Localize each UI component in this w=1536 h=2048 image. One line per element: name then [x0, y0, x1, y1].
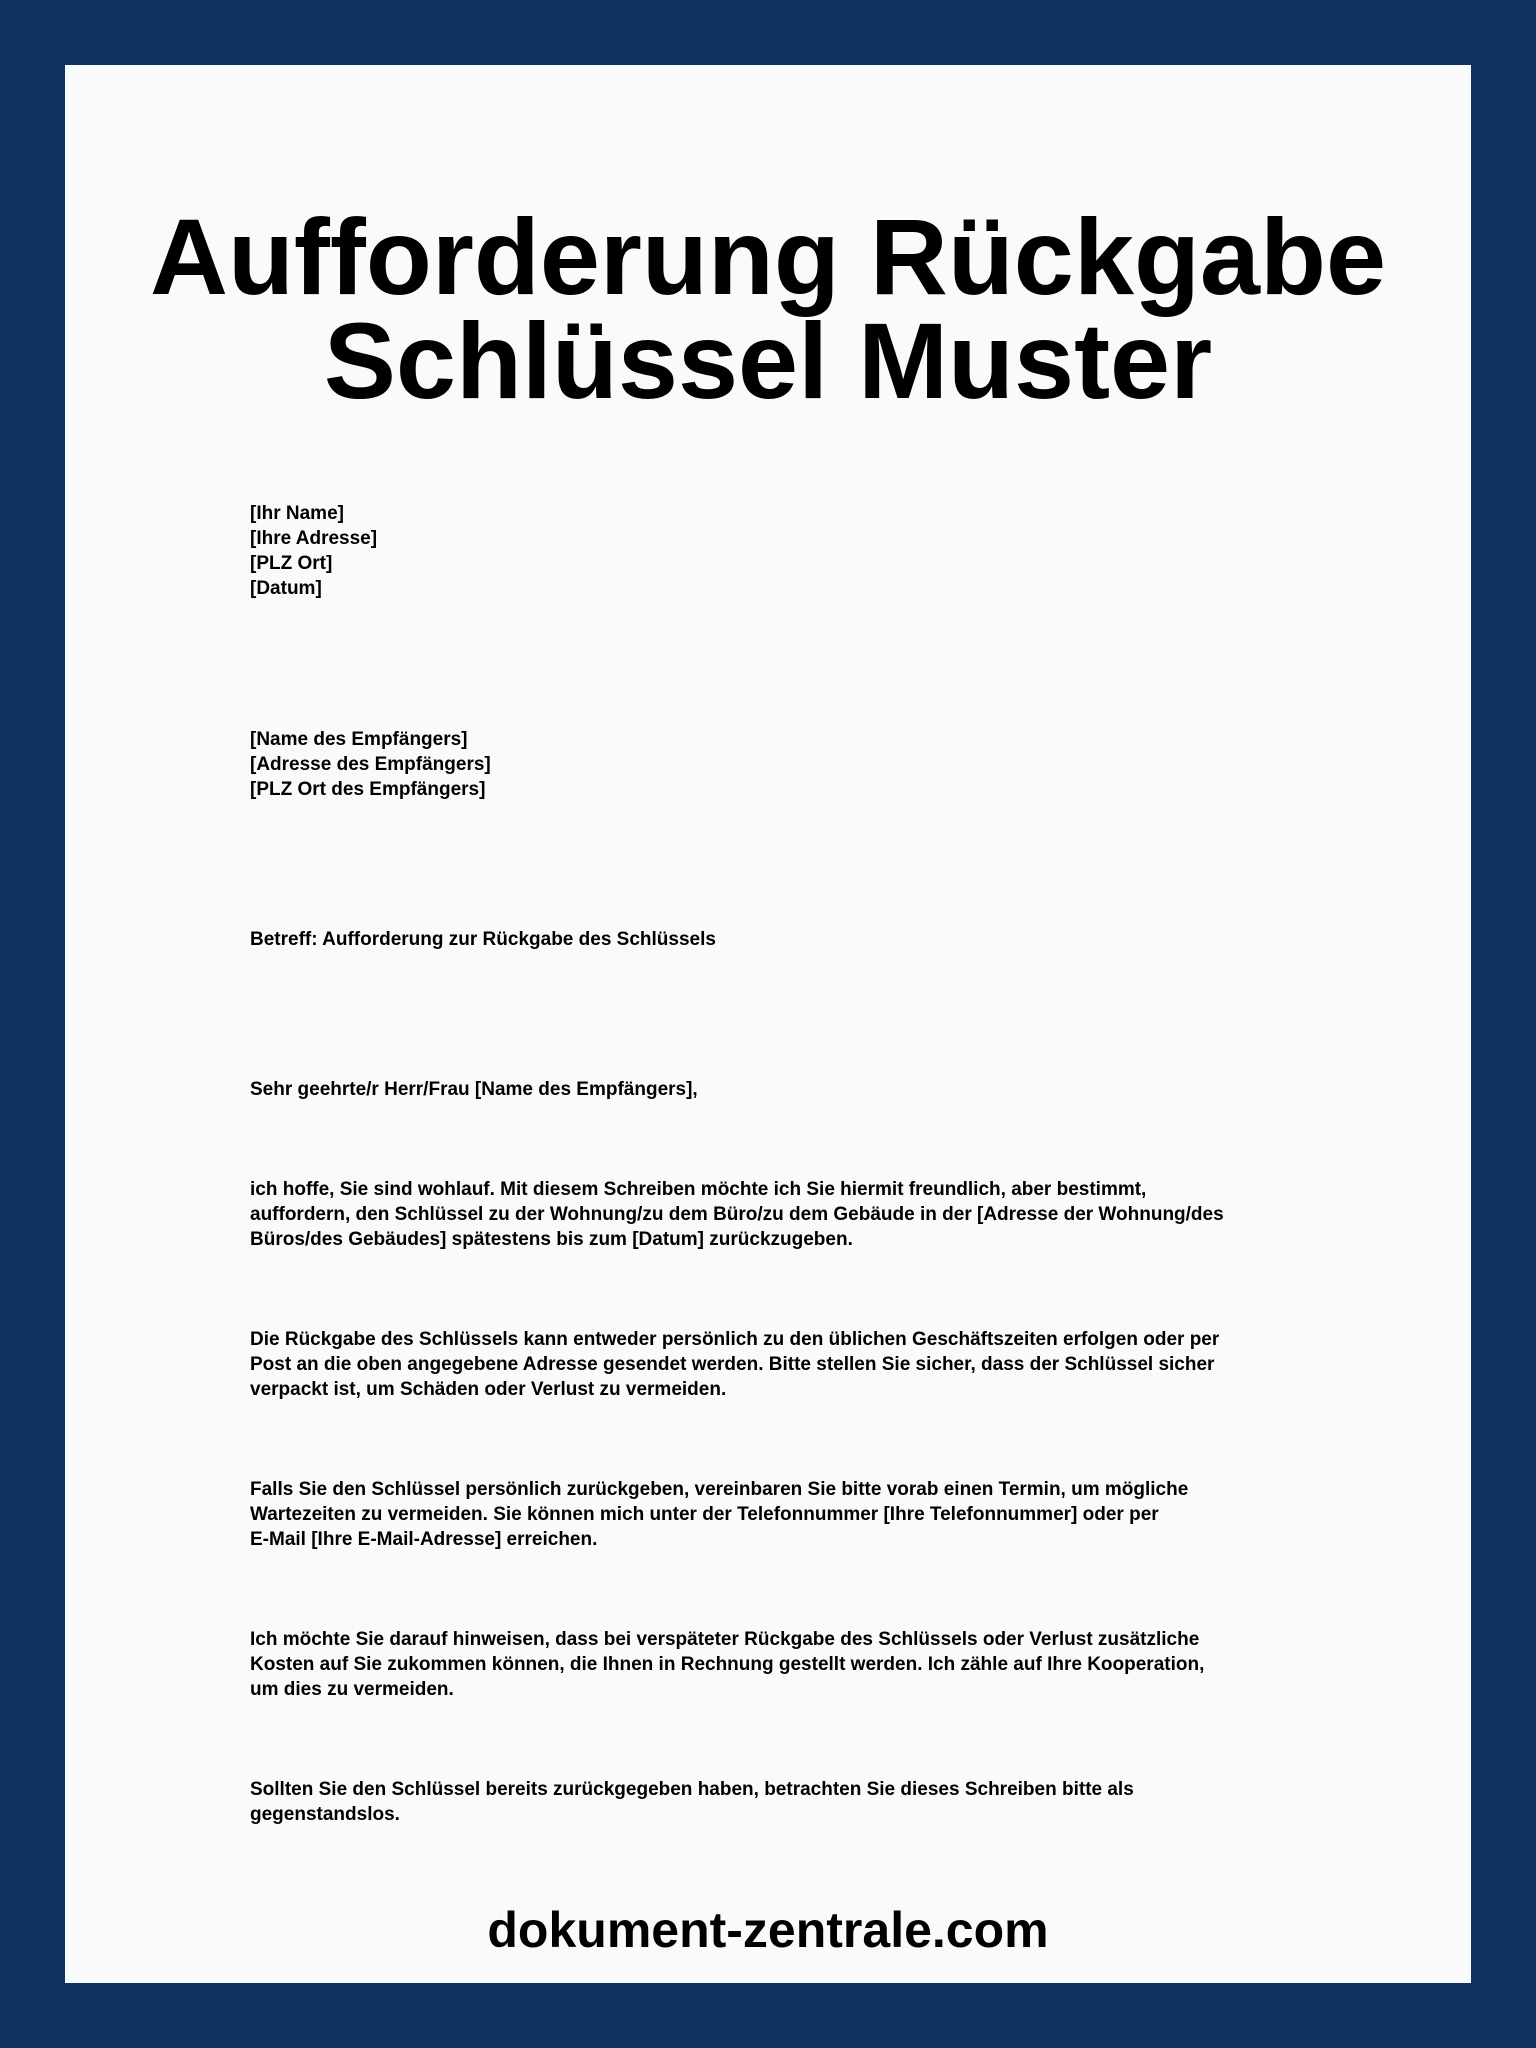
- salutation-text: Sehr geehrte/r Herr/Frau [Name des Empfängers],: [250, 1079, 698, 1100]
- sender-address: [Ihre Adresse]: [250, 528, 378, 549]
- paragraph-line: Kosten auf Sie zukommen können, die Ihnen in Rechnung gestellt werden. Ich zähle auf Ihre Kooperation,: [250, 1654, 1205, 1675]
- recipient-name: [Name des Empfängers]: [250, 729, 468, 750]
- paragraph-line: Ich möchte Sie darauf hinweisen, dass bei verspäteter Rückgabe des Schlüssels oder Verlust zusätzliche: [250, 1629, 1200, 1650]
- paragraph-line: Post an die oben angegebene Adresse gesendet werden. Bitte stellen Sie sicher, dass der Schlüssel sicher: [250, 1354, 1215, 1375]
- paragraph-line: Sollten Sie den Schlüssel bereits zurückgegeben haben, betrachten Sie dieses Schreiben bitte als: [250, 1779, 1134, 1800]
- paragraph-4: [250, 1627, 1370, 1702]
- paragraph-line: E-Mail [Ihre E-Mail-Adresse] erreichen.: [250, 1529, 598, 1550]
- document-page: [65, 65, 1471, 1983]
- recipient-city: [PLZ Ort des Empfängers]: [250, 779, 486, 800]
- paragraph-line: gegenstandslos.: [250, 1804, 400, 1825]
- sender-city: [PLZ Ort]: [250, 553, 333, 574]
- sender-name: [Ihr Name]: [250, 503, 344, 524]
- paragraph-line: Falls Sie den Schlüssel persönlich zurückgeben, vereinbaren Sie bitte vorab einen Termin, um mögliche: [250, 1479, 1189, 1500]
- subject-text: Betreff: Aufforderung zur Rückgabe des Schlüssels: [250, 929, 716, 950]
- paragraph-2: [250, 1327, 1370, 1402]
- title-line-2: Schlüssel Muster: [323, 300, 1213, 421]
- recipient-address: [Adresse des Empfängers]: [250, 754, 491, 775]
- site-footer: dokument-zentrale.com: [487, 1902, 1049, 1958]
- paragraph-line: um dies zu vermeiden.: [250, 1679, 454, 1700]
- paragraph-line: auffordern, den Schlüssel zu der Wohnung/zu dem Büro/zu dem Gebäude in der [Adresse der Wohnung/des: [250, 1204, 1224, 1225]
- paragraph-line: Büros/des Gebäudes] spätestens bis zum [Datum] zurückzugeben.: [250, 1229, 853, 1250]
- document-title: [65, 196, 1471, 421]
- paragraph-line: verpackt ist, um Schäden oder Verlust zu vermeiden.: [250, 1379, 727, 1400]
- paragraph-5: [250, 1777, 1370, 1827]
- subject-line: [250, 927, 1370, 952]
- salutation: [250, 1077, 1370, 1102]
- paragraph-line: Die Rückgabe des Schlüssels kann entweder persönlich zu den üblichen Geschäftszeiten erfolgen oder per: [250, 1329, 1220, 1350]
- title-line-1: Aufforderung Rückgabe: [149, 196, 1387, 317]
- paragraph-line: Wartezeiten zu vermeiden. Sie können mich unter der Telefonnummer [Ihre Telefonnummer] oder per: [250, 1504, 1159, 1525]
- sender-block: [250, 501, 1370, 601]
- sender-date: [Datum]: [250, 578, 322, 599]
- recipient-block: [250, 727, 1370, 802]
- paragraph-1: [250, 1177, 1370, 1252]
- paragraph-line: ich hoffe, Sie sind wohlauf. Mit diesem Schreiben möchte ich Sie hiermit freundlich, aber bestimmt,: [250, 1179, 1147, 1200]
- paragraph-3: [250, 1477, 1370, 1552]
